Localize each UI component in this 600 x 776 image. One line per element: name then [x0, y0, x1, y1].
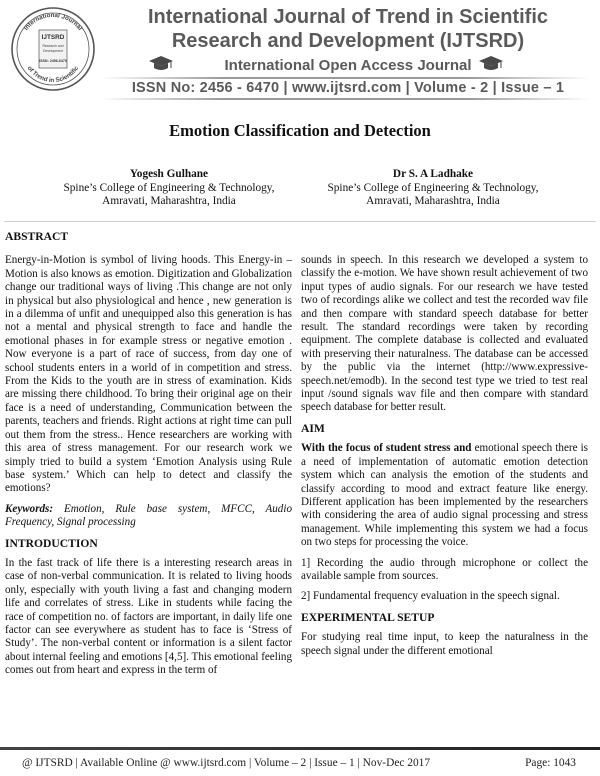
abstract-heading: ABSTRACT	[5, 230, 69, 243]
journal-subtitle: International Open Access Journal	[224, 57, 472, 74]
svg-text:Research and: Research and	[42, 44, 64, 48]
journal-title-line-1: International Journal of Trend in Scientific	[147, 6, 549, 28]
introduction-heading: INTRODUCTION	[5, 536, 98, 550]
page-footer	[0, 743, 600, 776]
aim-heading: AIM	[301, 421, 325, 435]
svg-text:of Trend in Scientific: of Trend in Scientific	[25, 64, 81, 85]
page-number: Page: 1043	[525, 757, 576, 769]
paper-title: Emotion Classification and Detection	[169, 121, 431, 140]
author-location: Amravati, Maharashtra, India	[102, 195, 236, 207]
right-column	[301, 230, 588, 658]
journal-header	[0, 0, 600, 100]
step-2: 2] Fundamental frequency evaluation in the speech signal.	[301, 590, 560, 603]
introduction-text: In the fast track of life there is a interesting research areas in case of non-verbal communication. It is related to living hoods only, especially with youth living a fast and changing modern life and correlates of stress. Like in students while facing the race of competition no. of factors are important, in daily life one factor can see everywhere as student has to face is ‘Stress of Study’. The non-verbal content or information is a silent factor about internal feeling and emotions [4,5]. This emotional feeling comes out from heart and express in the term of	[5, 556, 292, 677]
footer-text: @ IJTSRD | Available Online @ www.ijtsrd.com | Volume – 2 | Issue – 1 | Nov-Dec 2017	[22, 757, 431, 769]
author-block-2	[288, 168, 578, 209]
journal-title-line-2: Research and Development (IJTSRD)	[171, 30, 525, 52]
abstract-text: Energy-in-Motion is symbol of living hoods. This Energy-in –Motion is also knows as emotion. Digitization and Globalization change our traditional ways of living .This change are not only in physical but also physiological and hence , new generation is in a dilemma of unfit and unequipped also this generation is has not a mental and physical strength to face and handle the emotional phases in for example stress or negative emotion . Now everyone is a part of race of success, from day one of school students enters in a world of in competition and stress. From the Kids to the youth are in stress of examination. Kids are missing there childhood. To bring their original age on their face is a need of understanding, Communication between the parents, teachers and friends. Right actions at right time can pull out them from the stress.. Hence researchers are working with this area of stress management. For our research work we simply tried to build a system ‘Emotion Analysis using Rule base system.’ Which can help to detect and classify the emotions?	[5, 254, 292, 495]
graduation-cap-icon-right	[478, 55, 504, 73]
aim-text	[301, 442, 588, 549]
aim-body-text: emotional speech there is a need of implementation of automatic emotion detection system which can analysis the emotion of the students and classify according to mood and extract feature like energy. Different application has been implemented by the researchers with considering the area of audio signal processing and stress management. While implementing this system we had a focus on two steps for processing the voice.	[301, 442, 588, 549]
keywords-label: Keywords:	[5, 502, 54, 515]
author-block-1	[24, 168, 314, 209]
aim-bold-text: With the focus of student stress and	[301, 442, 472, 455]
svg-text:ISSN: 2456-6470: ISSN: 2456-6470	[39, 59, 67, 63]
header-divider-bottom	[100, 98, 590, 100]
svg-text:International Journal: International Journal	[22, 11, 84, 32]
issn-line: ISSN No: 2456 - 6470 | www.ijtsrd.com | Volume - 2 | Issue – 1	[131, 80, 565, 96]
author-location: Amravati, Maharashtra, India	[366, 195, 500, 207]
svg-text:Development: Development	[43, 49, 63, 53]
header-divider-top	[100, 77, 590, 79]
keywords	[5, 503, 292, 530]
footer-divider	[0, 747, 600, 750]
abstract-continued-text: sounds in speech. In this research we developed a system to classify the e-motion. We have shown result achievement of two input types of audio signals. For our research we have tested two of recordings alike we collect and test the recorded wav file and then compare with standard speech database for better result. The standard recordings were taken by recording equipment. The complete database is collected and evaluated with preserving their naturalness. The database can be accessed by the public via the internet (http://www.expressive-speech.net/emodb). In the second test type we tried to test real input /sound signals wav file and then compare with standard speech database for better result.	[301, 254, 588, 414]
svg-text:IJTSRD: IJTSRD	[41, 34, 65, 41]
author-name: Dr S. A Ladhake	[392, 168, 474, 180]
ijtsrd-logo	[10, 6, 96, 92]
experimental-setup-heading: EXPERIMENTAL SETUP	[301, 610, 435, 624]
author-name: Yogesh Gulhane	[129, 168, 209, 180]
author-affiliation: Spine’s College of Engineering & Technology,	[327, 181, 539, 194]
author-affiliation: Spine’s College of Engineering & Technology,	[63, 181, 275, 194]
experimental-setup-text: For studying real time input, to keep the naturalness in the speech signal under the different emotional	[301, 631, 588, 657]
left-column	[5, 230, 292, 678]
keywords-text: Emotion, Rule base system, MFCC, Audio Frequency, Signal processing	[5, 502, 292, 529]
section-divider	[4, 221, 596, 222]
step-1: 1] Recording the audio through microphone or collect the available sample from sources.	[301, 556, 588, 582]
